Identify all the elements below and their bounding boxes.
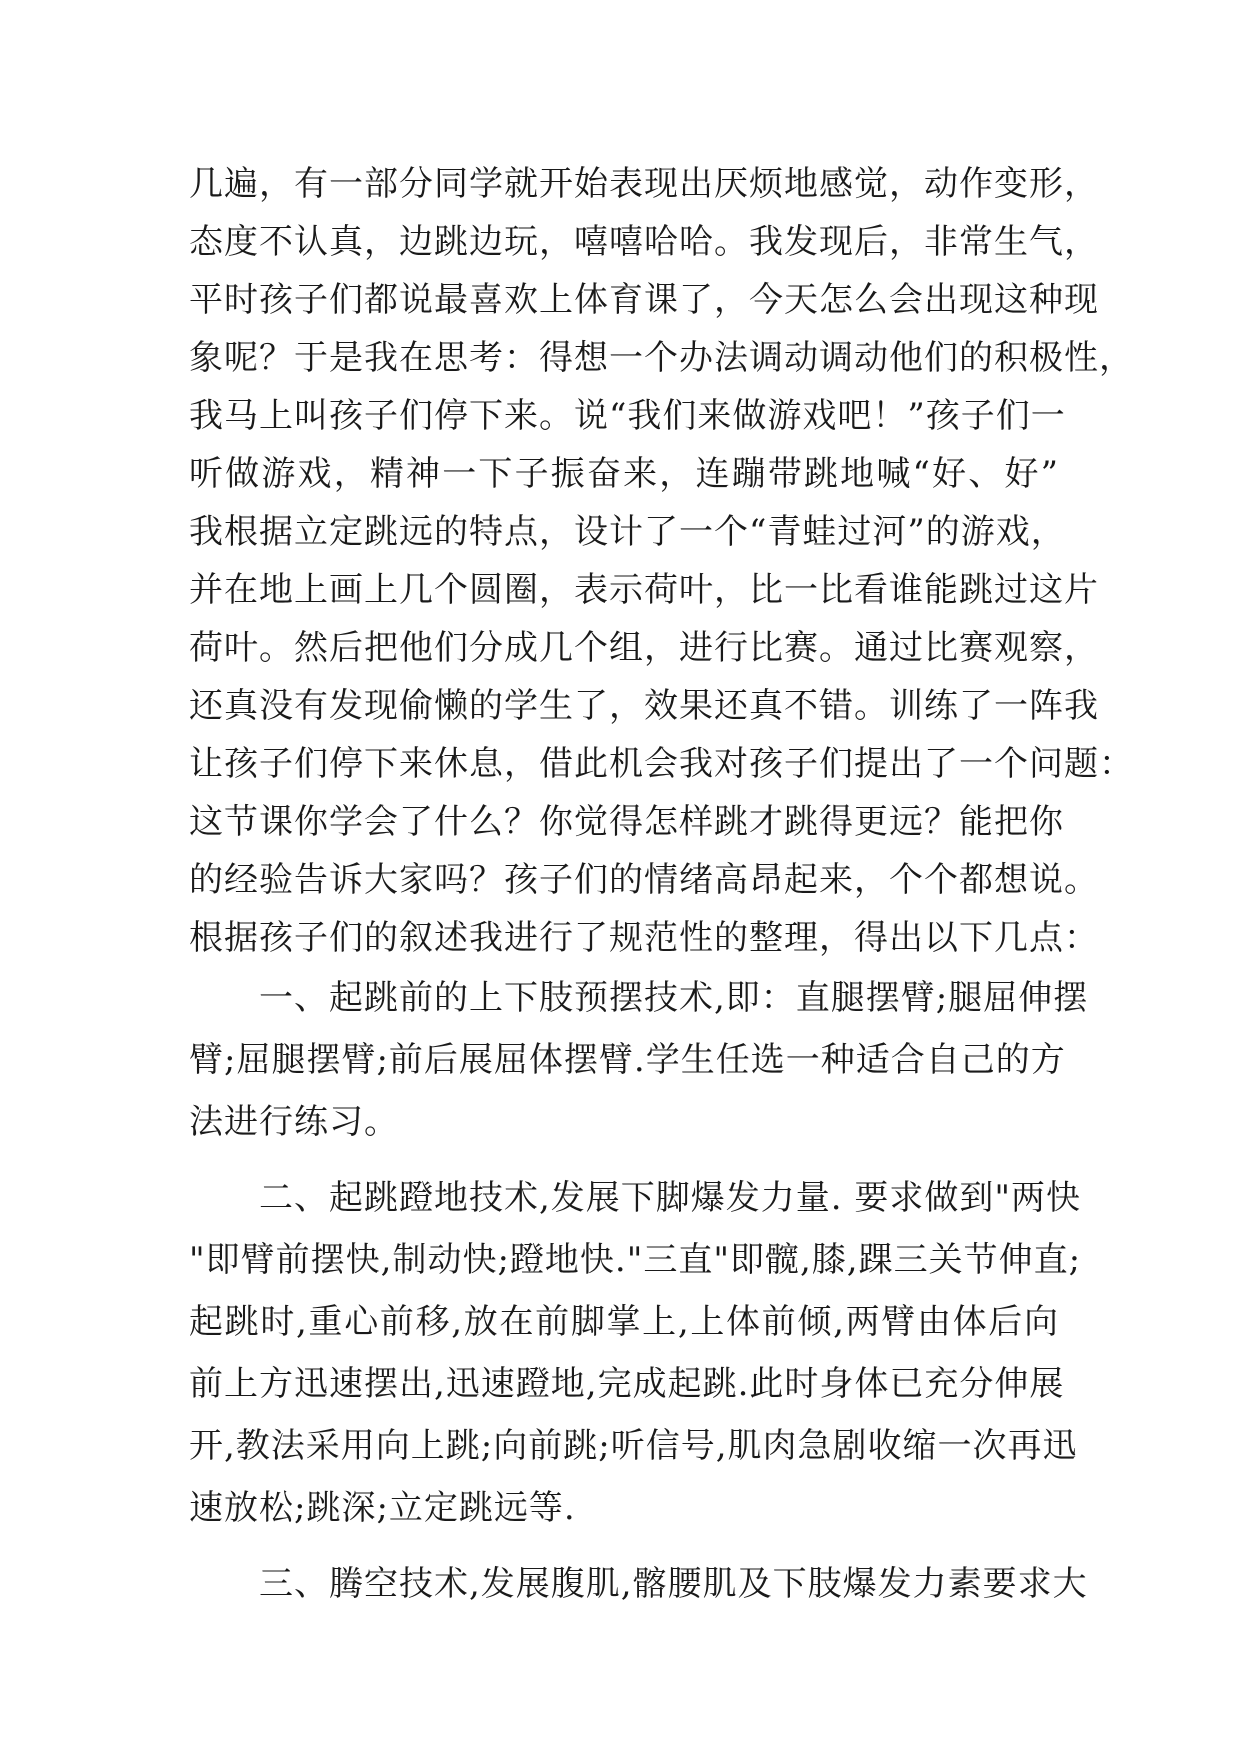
text-line: 法进行练习。 bbox=[189, 1102, 399, 1142]
section-3-paragraph bbox=[189, 1553, 1088, 1615]
intro-paragraph bbox=[189, 155, 1134, 967]
text-line: 速放松;跳深;立定跳远等. bbox=[189, 1488, 576, 1528]
text-line: 二、起跳蹬地技术,发展下脚爆发力量. 要求做到"两快 bbox=[259, 1178, 1082, 1218]
text-line: 根据孩子们的叙述我进行了规范性的整理，得出以下几点： bbox=[189, 918, 1099, 958]
section-2-paragraph bbox=[189, 1167, 1082, 1539]
text-line: 前上方迅速摆出,迅速蹬地,完成起跳.此时身体已充分伸展 bbox=[189, 1364, 1065, 1404]
text-line: 这节课你学会了什么？你觉得怎样跳才跳得更远？能把你 bbox=[189, 802, 1064, 842]
text-line: 荷叶。然后把他们分成几个组，进行比赛。通过比赛观察， bbox=[189, 628, 1099, 668]
text-line: 一、起跳前的上下肢预摆技术,即：直腿摆臂;腿屈伸摆 bbox=[259, 978, 1089, 1018]
text-line: 臂;屈腿摆臂;前后展屈体摆臂.学生任选一种适合自己的方 bbox=[189, 1040, 1066, 1080]
text-line: 平时孩子们都说最喜欢上体育课了，今天怎么会出现这种现 bbox=[189, 280, 1099, 320]
text-line: 并在地上画上几个圆圈，表示荷叶，比一比看谁能跳过这片 bbox=[189, 570, 1099, 610]
text-line: 象呢？于是我在思考：得想一个办法调动调动他们的积极性， bbox=[189, 338, 1134, 378]
text-line: 的经验告诉大家吗？孩子们的情绪高昂起来，个个都想说。 bbox=[189, 860, 1099, 900]
text-line: 我马上叫孩子们停下来。说“我们来做游戏吧！”孩子们一 bbox=[189, 396, 1066, 436]
text-line: 态度不认真，边跳边玩，嘻嘻哈哈。我发现后，非常生气， bbox=[189, 222, 1099, 262]
text-line: 三、腾空技术,发展腹肌,髂腰肌及下肢爆发力素要求大 bbox=[259, 1564, 1088, 1604]
text-line: 还真没有发现偷懒的学生了，效果还真不错。训练了一阵我 bbox=[189, 686, 1099, 726]
text-line: 几遍，有一部分同学就开始表现出厌烦地感觉，动作变形， bbox=[189, 164, 1099, 204]
text-line: 我根据立定跳远的特点，设计了一个“青蛙过河”的游戏， bbox=[189, 512, 1066, 552]
text-line: 起跳时,重心前移,放在前脚掌上,上体前倾,两臂由体后向 bbox=[189, 1302, 1059, 1342]
section-1-paragraph bbox=[189, 967, 1089, 1153]
text-line: 听做游戏，精神一下子振奋来，连蹦带跳地喊“好、好” bbox=[189, 454, 1059, 494]
text-line: "即臂前摆快,制动快;蹬地快."三直"即髋,膝,踝三关节伸直; bbox=[189, 1240, 1082, 1280]
text-line: 开,教法采用向上跳;向前跳;听信号,肌肉急剧收缩一次再迅 bbox=[189, 1426, 1078, 1466]
document-page bbox=[189, 155, 1134, 1615]
text-line: 让孩子们停下来休息，借此机会我对孩子们提出了一个问题： bbox=[189, 744, 1134, 784]
